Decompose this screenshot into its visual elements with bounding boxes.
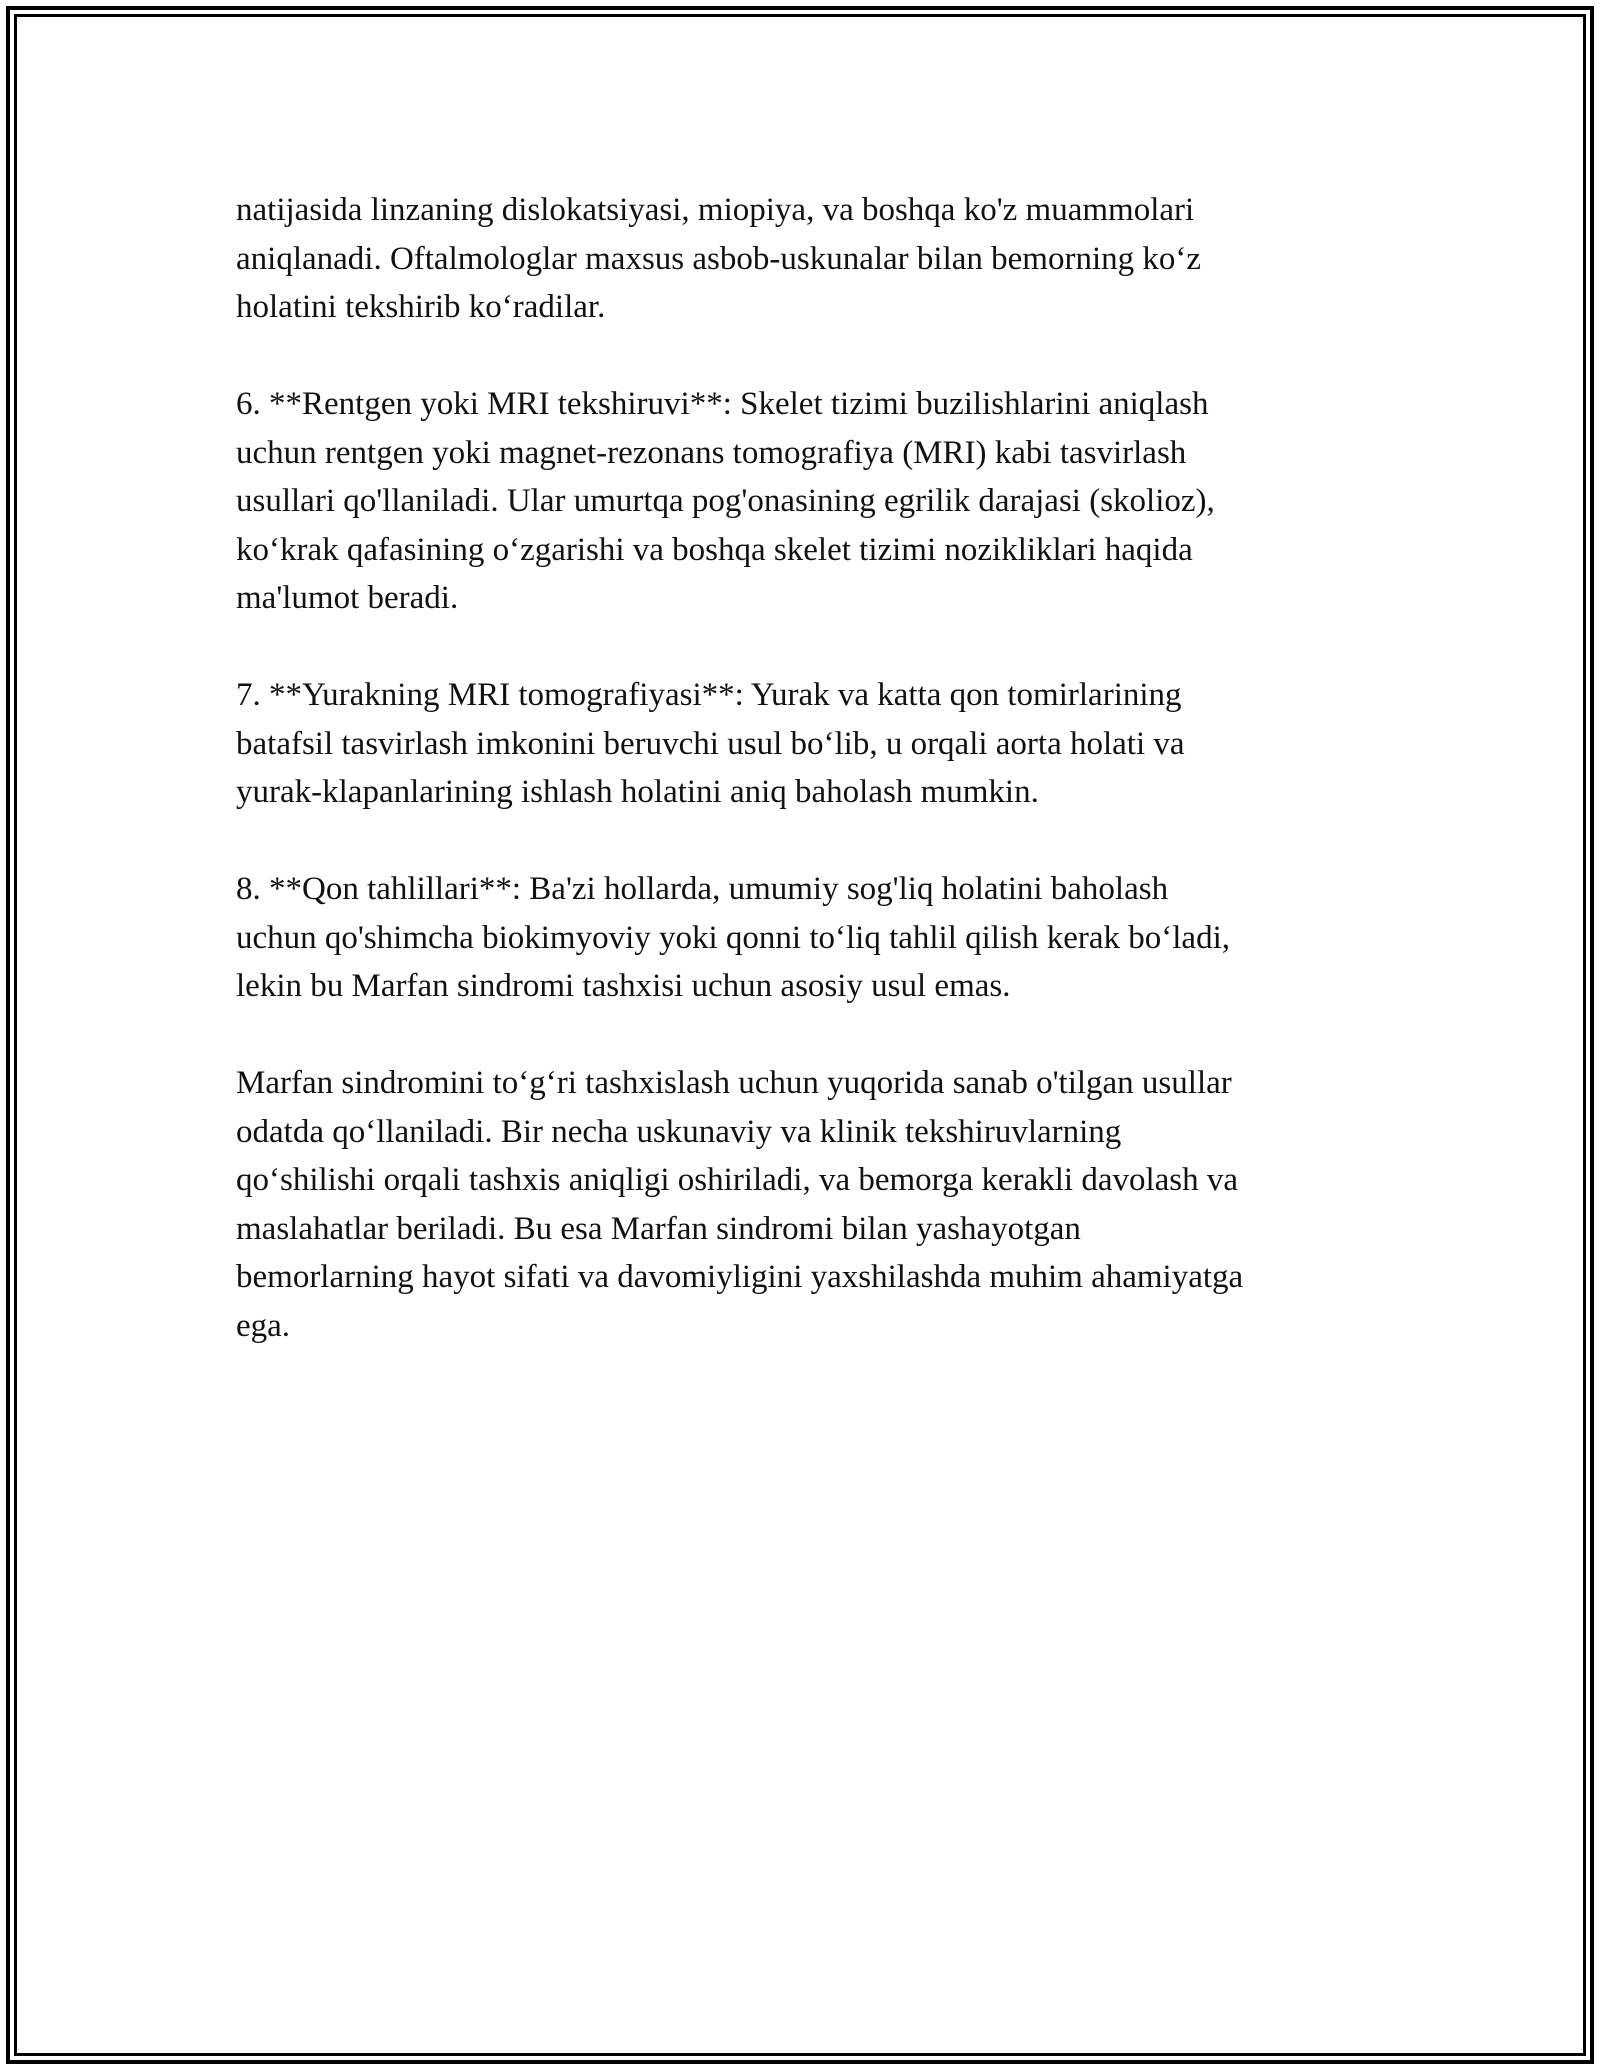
- paragraph-blood-tests: 8. **Qon tahlillari**: Ba'zi hollarda, umumiy sog'liq holatini baholash uchun qo'shimcha biokimyoviy yoki qonni toʻliq tahlil qilish kerak boʻladi, lekin bu Marfan sindromi tashxisi uchun asosiy usul emas.: [236, 871, 1230, 1004]
- paragraph-conclusion: Marfan sindromini toʻgʻri tashxislash uchun yuqorida sanab o'tilgan usullar odatda qoʻllaniladi. Bir necha uskunaviy va klinik tekshiruvlarning qoʻshilishi orqali tashxis aniqligi oshiriladi, va bemorga kerakli davolash va maslahatlar beriladi. Bu esa Marfan sindromi bilan yashayotgan bemorlarning hayot sifati va davomiyligini yaxshilashda muhim ahamiyatga ega.: [236, 1065, 1244, 1344]
- paragraph-xray-mri: 6. **Rentgen yoki MRI tekshiruvi**: Skelet tizimi buzilishlarini aniqlash uchun rentgen yoki magnet-rezonans tomografiya (MRI) kabi tasvirlash usullari qo'llaniladi. Ular umurtqa pog'onasining egrilik darajasi (skolioz), koʻkrak qafasining oʻzgarishi va boshqa skelet tizimi nozikliklari haqida ma'lumot beradi.: [236, 386, 1215, 616]
- document-body: [236, 186, 1366, 1399]
- paragraph-cardiac-mri: 7. **Yurakning MRI tomografiyasi**: Yurak va katta qon tomirlarining batafsil tasvirlash imkonini beruvchi usul boʻlib, u orqali aorta holati va yurak-klapanlarining ishlash holatini aniq baholash mumkin.: [236, 677, 1185, 810]
- paragraph-ophthalmology-continued: natijasida linzaning dislokatsiyasi, miopiya, va boshqa ko'z muammolari aniqlanadi. Oftalmologlar maxsus asbob-uskunalar bilan bemorning koʻz holatini tekshirib koʻradilar.: [236, 192, 1202, 325]
